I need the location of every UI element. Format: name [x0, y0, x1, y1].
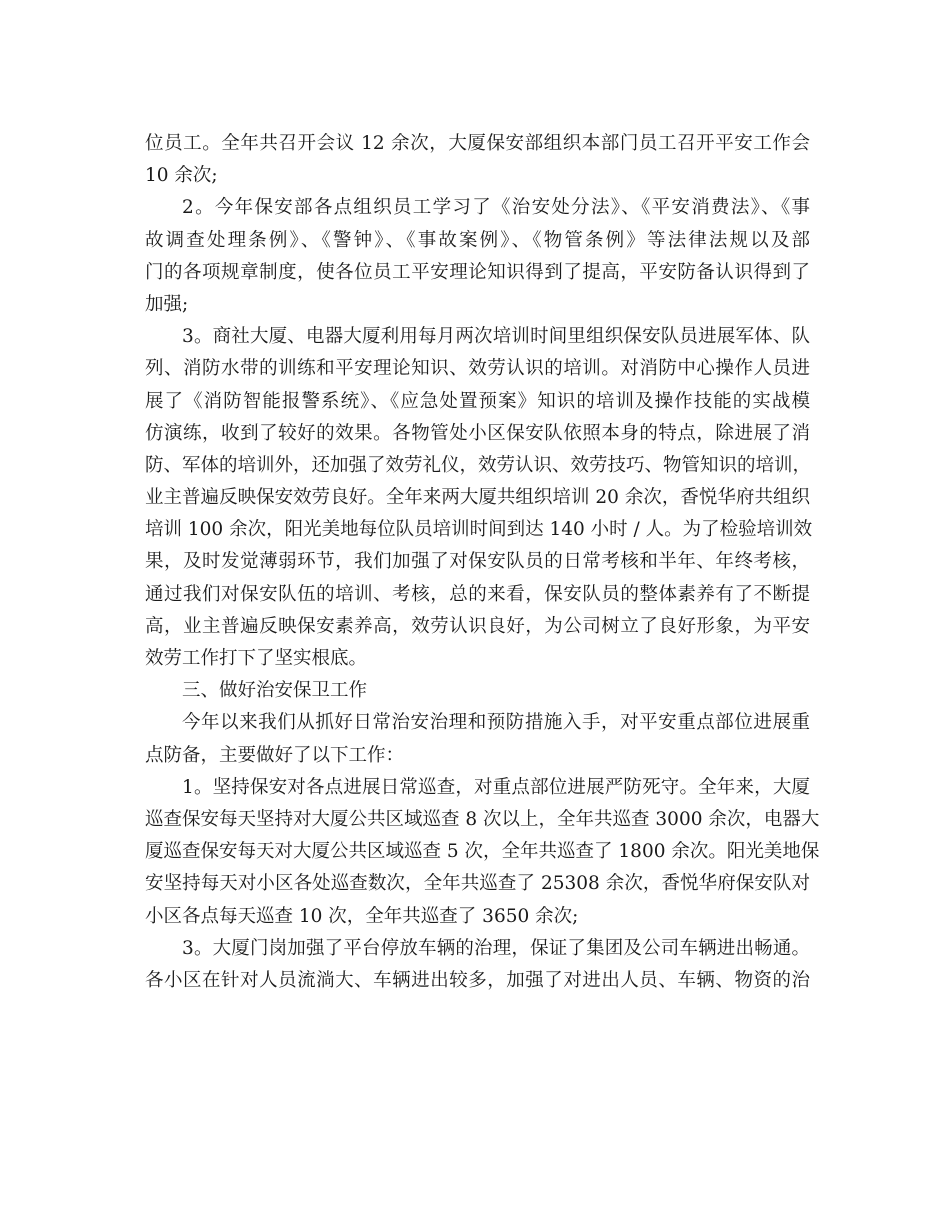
text-line: 门的各项规章制度，使各位员工平安理论知识得到了提高，平安防备认识得到了 [145, 261, 810, 283]
text-line: 3。大厦门岗加强了平台停放车辆的治理，保证了集团及公司车辆进出畅通。 [182, 937, 810, 959]
text-line: 防、军体的培训外，还加强了效劳礼仪，效劳认识、效劳技巧、物管知识的培训， [145, 454, 812, 476]
text-line: 加强; [145, 293, 189, 315]
text-line: 高，业主普遍反映保安素养高，效劳认识良好，为公司树立了良好形象，为平安 [145, 615, 810, 637]
text-line: 位员工。全年共召开会议 12 余次，大厦保安部组织本部门员工召开平安工作会 [145, 133, 810, 154]
text-line: 列、消防水带的训练和平安理论知识、效劳认识的培训。对消防中心操作人员进 [145, 358, 810, 380]
text-line: 今年以来我们从抓好日常治安治理和预防措施入手，对平安重点部位进展重 [182, 712, 810, 734]
text-line: 三、做好治安保卫工作 [182, 680, 368, 702]
text-line: 点防备，主要做好了以下工作： [145, 744, 405, 766]
text-line: 通过我们对保安队伍的培训、考核，总的来看，保安队员的整体素养有了不断提 [145, 583, 810, 605]
text-line: 3。商社大厦、电器大厦利用每月两次培训时间里组织保安队员进展军体、队 [182, 326, 810, 348]
text-line: 故调查处理条例》、《警钟》、《事故案例》、《物管条例》等法律法规以及部 [145, 229, 810, 251]
text-line: 2。今年保安部各点组织员工学习了《治安处分法》、《平安消费法》、《事 [182, 197, 810, 219]
text-line: 小区各点每天巡查 10 次，全年共巡查了 3650 余次; [145, 905, 579, 927]
text-line: 10 余次; [145, 165, 218, 187]
document-body [145, 128, 820, 997]
text-line: 各小区在针对人员流淌大、车辆进出较多，加强了对进出人员、车辆、物资的治 [145, 969, 810, 991]
text-line: 果，及时发觉薄弱环节，我们加强了对保安队员的日常考核和半年、年终考核， [145, 551, 810, 573]
text-line: 展了《消防智能报警系统》、《应急处置预案》知识的培训及操作技能的实战模 [145, 390, 810, 412]
text-line: 业主普遍反映保安效劳良好。全年来两大厦共组织培训 20 余次，香悦华府共组织 [145, 487, 810, 509]
text-line: 培训 100 余次，阳光美地每位队员培训时间到达 140 小时 / 人。为了检验培训效 [145, 519, 813, 541]
text-line: 效劳工作打下了坚实根底。 [145, 648, 368, 669]
text-line: 仿演练，收到了较好的效果。各物管处小区保安队依照本身的特点，除进展了消 [145, 422, 810, 444]
text-line: 安坚持每天对小区各处巡查数次，全年共巡查了 25308 余次，香悦华府保安队对 [145, 873, 810, 895]
text-line: 1。坚持保安对各点进展日常巡查，对重点部位进展严防死守。全年来，大厦 [182, 776, 810, 798]
text-line: 巡查保安每天坚持对大厦公共区域巡查 8 次以上，全年共巡查 3000 余次，电器大 [145, 808, 820, 830]
text-line: 厦巡查保安每天对大厦公共区域巡查 5 次，全年共巡查了 1800 余次。阳光美地保 [145, 841, 820, 863]
